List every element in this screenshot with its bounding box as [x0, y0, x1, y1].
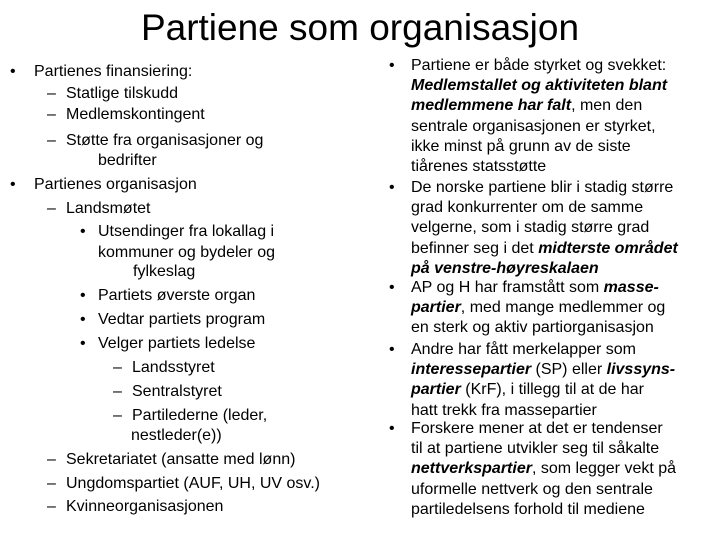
emphasized-text: interessepartier: [411, 361, 532, 379]
list-item: Partiets øverste organ: [98, 287, 256, 304]
text-segment: tiårenes statsstøtte: [411, 158, 547, 175]
list-item: Sentralstyret: [132, 383, 222, 400]
text-segment: en sterk og aktiv partiorganisasjon: [411, 319, 654, 337]
text-segment: , som legger vekt på: [531, 460, 677, 478]
list-item-line: [411, 401, 597, 421]
list-item-line: [411, 137, 631, 157]
list-item-line: [411, 419, 663, 439]
dash-marker: –: [113, 359, 122, 376]
list-item-line: [411, 278, 659, 298]
list-item: Utsendinger fra lokallag i: [98, 223, 275, 240]
list-item-continuation: nestleder(e)): [131, 427, 222, 444]
list-item-line: [411, 259, 599, 279]
bullet-marker: •: [10, 63, 16, 80]
text-segment: Partiene er både styrket og svekket:: [411, 57, 667, 74]
bullet-marker: •: [389, 179, 395, 196]
dash-marker: –: [47, 451, 56, 468]
list-item-continuation: bedrifter: [98, 152, 157, 169]
dash-marker: –: [47, 106, 56, 123]
list-item-line: [411, 239, 678, 259]
text-segment: Forskere mener at det er tendenser: [411, 420, 663, 437]
bullet-marker: •: [80, 223, 86, 240]
emphasized-text: nettverkspartier: [411, 460, 532, 478]
list-item-line: [411, 157, 546, 177]
list-item-line: [411, 500, 645, 520]
list-item-line: [411, 298, 665, 318]
bullet-marker: •: [389, 279, 395, 296]
bullet-marker: •: [80, 311, 86, 328]
list-item-continuation: fylkeslag: [133, 263, 196, 280]
text-segment: partiledelsens forhold til mediene: [411, 500, 645, 518]
text-segment: , men den: [571, 97, 643, 115]
list-item: Medlemskontingent: [66, 106, 205, 123]
list-item: Sekretariatet (ansatte med lønn): [66, 451, 296, 468]
text-segment: velgerne, som i stadig større grad: [411, 219, 650, 237]
dash-marker: –: [113, 407, 122, 424]
list-item-continuation: kommuner og bydeler og: [98, 244, 275, 261]
list-item: Velger partiets ledelse: [98, 335, 256, 352]
emphasized-text: medlemmene har falt: [411, 97, 572, 115]
list-item: Statlige tilskudd: [66, 85, 179, 102]
list-item-line: [411, 459, 676, 479]
list-item: Kvinneorganisasjonen: [66, 498, 224, 515]
list-item-line: [411, 178, 673, 198]
emphasized-text: masse-: [603, 279, 659, 296]
text-segment: befinner seg i det: [411, 239, 539, 257]
dash-marker: –: [47, 132, 56, 149]
list-item-line: [411, 96, 642, 116]
text-segment: uformelle nettverk og den sentrale: [411, 480, 653, 498]
emphasized-text: midterste området: [538, 239, 678, 257]
text-segment: AP og H har framstått som: [411, 279, 604, 296]
list-item-line: [411, 439, 659, 459]
bullet-marker: •: [80, 335, 86, 352]
text-segment: , med mange medlemmer og: [460, 299, 666, 317]
text-segment: Andre har fått merkelapper som: [411, 341, 636, 358]
emphasized-text: partier: [411, 381, 461, 399]
dash-marker: –: [113, 383, 122, 400]
text-segment: sentrale organisasjonen er styrket,: [411, 117, 656, 135]
bullet-marker: •: [80, 287, 86, 304]
list-item-line: [411, 380, 644, 400]
text-segment: ikke minst på grunn av de siste: [411, 137, 631, 155]
list-item: Partienes organisasjon: [34, 176, 197, 193]
text-segment: hatt trekk fra massepartier: [411, 401, 597, 419]
bullet-marker: •: [389, 57, 395, 74]
dash-marker: –: [47, 85, 56, 102]
dash-marker: –: [47, 200, 56, 217]
slide-title: Partiene som organisasjon: [140, 7, 580, 48]
list-item: Vedtar partiets program: [98, 311, 266, 328]
emphasized-text: livssyns-: [606, 361, 676, 379]
dash-marker: –: [47, 498, 56, 515]
emphasized-text: Medlemstallet og aktiviteten blant: [411, 77, 668, 95]
list-item: Partienes finansiering:: [34, 63, 193, 80]
text-segment: De norske partiene blir i stadig større: [411, 179, 674, 196]
bullet-marker: •: [389, 420, 395, 437]
bullet-marker: •: [389, 341, 395, 358]
list-item-line: [411, 198, 643, 218]
list-item-line: [411, 117, 656, 137]
emphasized-text: partier: [411, 299, 461, 317]
text-segment: grad konkurrenter om de samme: [411, 199, 644, 217]
list-item-line: [411, 360, 675, 380]
list-item: Ungdomspartiet (AUF, UH, UV osv.): [66, 475, 320, 492]
emphasized-text: på venstre-høyreskalaen: [411, 259, 599, 277]
text-segment: (KrF), i tillegg til at de har: [460, 381, 644, 399]
list-item-line: [411, 76, 667, 96]
list-item: Landsmøtet: [66, 200, 151, 217]
text-segment: til at partiene utvikler seg til såkalte: [411, 440, 660, 458]
bullet-marker: •: [10, 176, 16, 193]
list-item-line: [411, 56, 666, 76]
text-segment: (SP) eller: [531, 361, 607, 379]
list-item: Støtte fra organisasjoner og: [66, 132, 264, 149]
list-item-line: [411, 218, 649, 238]
list-item-line: [411, 480, 653, 500]
list-item-line: [411, 318, 654, 338]
list-item-line: [411, 340, 636, 360]
list-item: Partilederne (leder,: [132, 407, 268, 424]
dash-marker: –: [47, 475, 56, 492]
list-item: Landsstyret: [132, 359, 215, 376]
